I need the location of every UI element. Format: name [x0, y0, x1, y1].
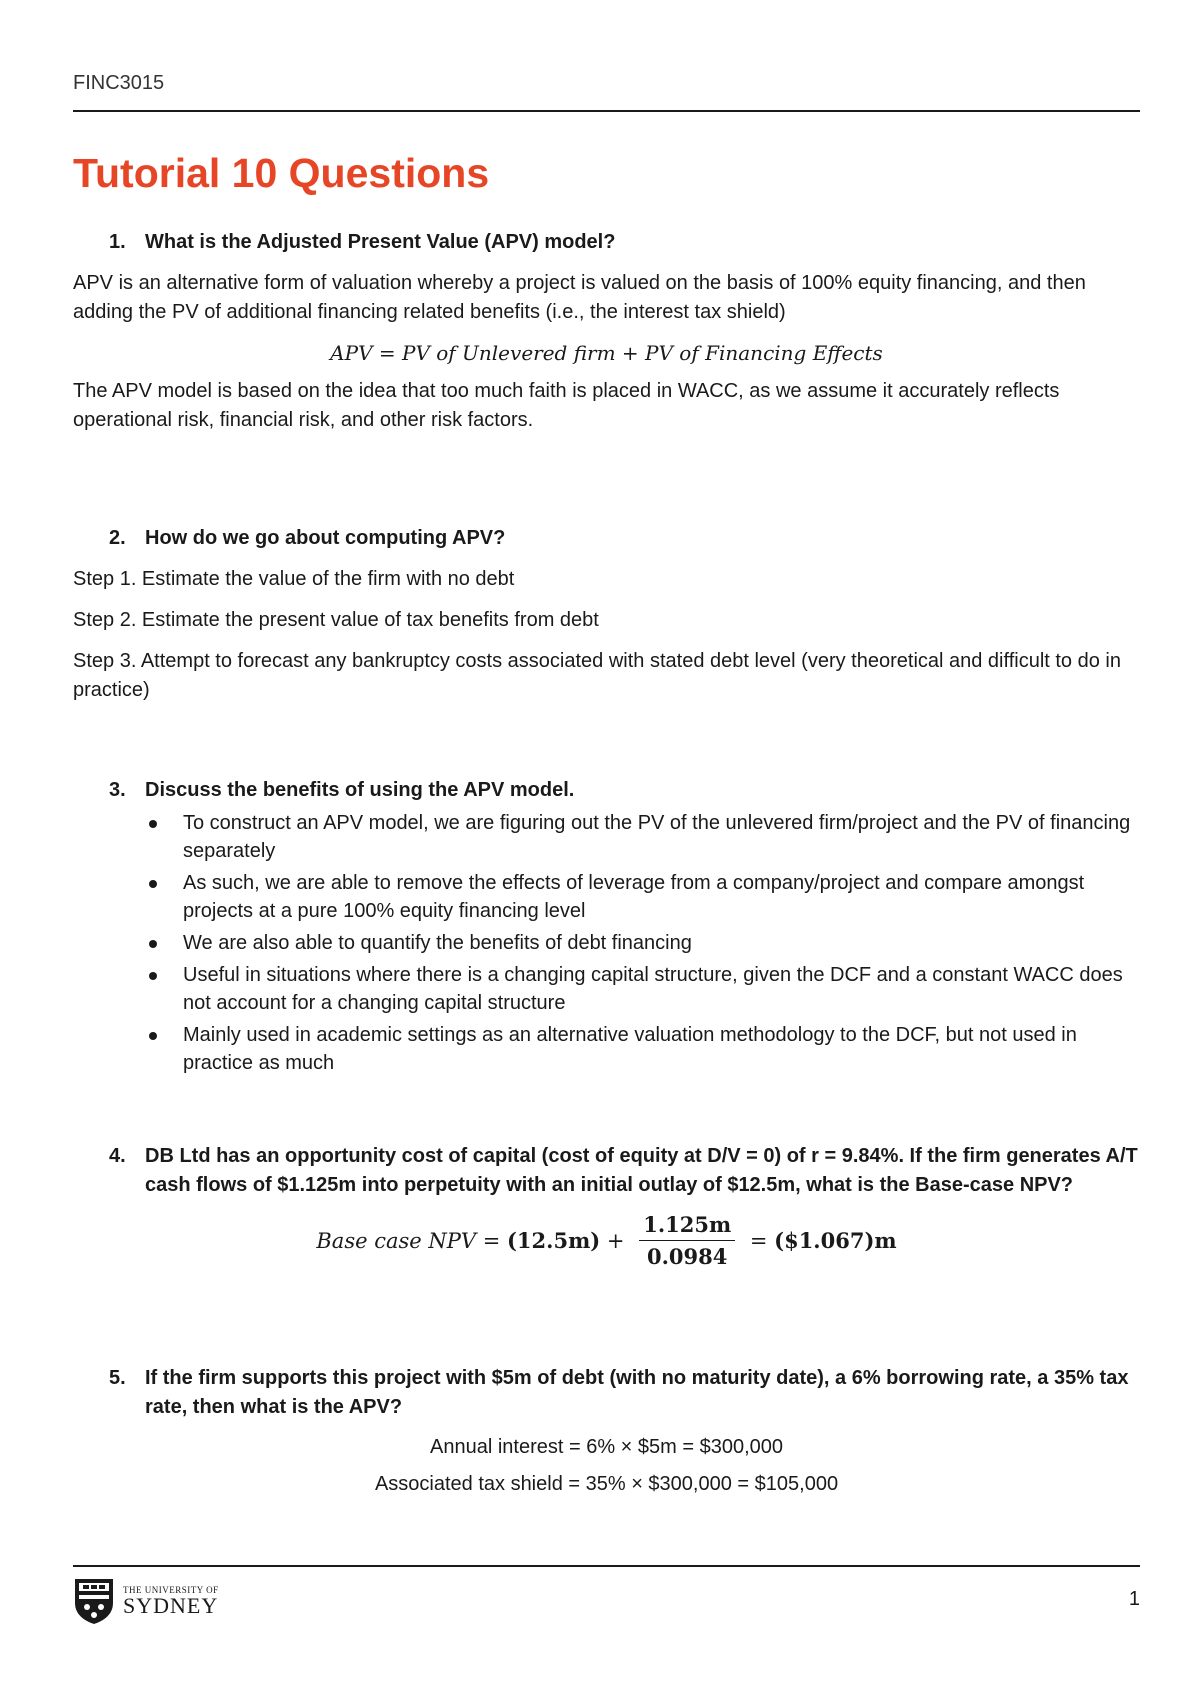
step-2: Step 2. Estimate the present value of tax benefits from debt: [73, 609, 599, 631]
question-number: 1.: [109, 231, 126, 253]
base-case-npv-equation: [73, 1212, 1140, 1269]
list-item: As such, we are able to remove the effects of leverage from a company/project and compare amongst projects at a pure 100% equity financing level: [183, 869, 1140, 925]
university-logo: [73, 1577, 219, 1625]
crest-icon: [73, 1577, 115, 1625]
question-5: [73, 1364, 1140, 1496]
apv-equation: APV = PV of Unlevered firm + PV of Financing Effects: [330, 341, 883, 365]
equals-sign: =: [476, 1228, 507, 1253]
logo-subtitle: THE UNIVERSITY OF: [123, 1584, 219, 1595]
question-text: Discuss the benefits of using the APV model.: [145, 779, 575, 801]
answer-paragraph: APV is an alternative form of valuation whereby a project is valued on the basis of 100% equity financing, and then adding the PV of additional financing related benefits (i.e., the interest tax shield): [73, 272, 1086, 323]
footer-divider: [73, 1565, 1140, 1567]
list-item: To construct an APV model, we are figuring out the PV of the unlevered firm/project and the PV of financing separately: [183, 809, 1140, 865]
logo-wordmark: SYDNEY: [123, 1592, 219, 1618]
plus-sign: +: [600, 1228, 632, 1253]
npv-result: ($1.067)m: [774, 1228, 897, 1253]
course-code: FINC3015: [73, 72, 165, 94]
question-3: [73, 776, 1140, 1081]
question-text: If the firm supports this project with $5m of debt (with no maturity date), a 6% borrowing rate, a 35% tax rate, then what is the APV?: [145, 1367, 1129, 1418]
annual-interest-line: Annual interest = 6% × $5m = $300,000: [429, 1436, 784, 1458]
page-title: Tutorial 10 Questions: [73, 150, 490, 196]
question-2: [73, 524, 1140, 705]
step-1: Step 1. Estimate the value of the firm with no debt: [73, 568, 515, 590]
document-page: [73, 0, 1140, 1696]
page-number: 1: [1128, 1588, 1140, 1610]
question-number: 5.: [109, 1367, 126, 1389]
benefits-list: [73, 809, 1140, 1077]
fraction-numerator: 1.125m: [639, 1212, 735, 1241]
initial-outlay: (12.5m): [507, 1228, 601, 1253]
question-4: [73, 1142, 1140, 1269]
header-divider: [73, 110, 1140, 112]
list-item: Useful in situations where there is a changing capital structure, given the DCF and a constant WACC does not account for a changing capital structure: [183, 961, 1140, 1017]
question-text: How do we go about computing APV?: [145, 527, 506, 549]
question-text: DB Ltd has an opportunity cost of capital (cost of equity at D/V = 0) of r = 9.84%. If the firm generates A/T cash flows of $1.125m into perpetuity with an initial outlay of $12.5m, what is the Base-case NPV?: [145, 1145, 1138, 1196]
question-number: 4.: [109, 1145, 126, 1167]
question-number: 3.: [109, 779, 126, 801]
fraction-denominator: 0.0984: [647, 1244, 728, 1269]
equation-lhs: Base case NPV: [316, 1228, 477, 1253]
list-item: Mainly used in academic settings as an alternative valuation methodology to the DCF, but not used in practice as much: [183, 1021, 1140, 1077]
question-number: 2.: [109, 527, 126, 549]
question-text: What is the Adjusted Present Value (APV) model?: [145, 231, 616, 253]
list-item: We are also able to quantify the benefits of debt financing: [183, 929, 1140, 957]
question-1: [73, 228, 1140, 435]
answer-paragraph: The APV model is based on the idea that too much faith is placed in WACC, as we assume it accurately reflects operational risk, financial risk, and other risk factors.: [73, 380, 1060, 431]
step-3: Step 3. Attempt to forecast any bankruptcy costs associated with stated debt level (very theoretical and difficult to do in practice): [73, 650, 1121, 701]
equals-sign: =: [743, 1228, 775, 1253]
perpetuity-fraction: [639, 1212, 735, 1269]
tax-shield-line: Associated tax shield = 35% × $300,000 = $105,000: [374, 1473, 839, 1495]
